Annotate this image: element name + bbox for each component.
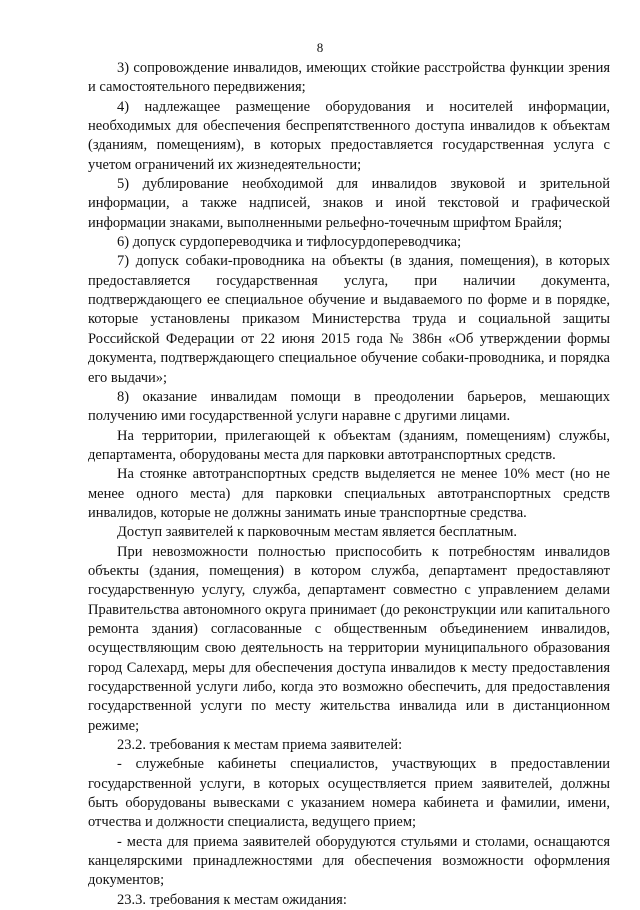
paragraph-parking-free: Доступ заявителей к парковочным местам является бесплатным. [117, 524, 518, 541]
paragraph-accessibility-measures: При невозможности полностью приспособить к потребностям инвалидов объекты (здания, помещения) в котором служба, департамент предоставляют государственную услугу, служба, департамент совместно с управлением делами Правительства автономного округа принимает (до реконструкции или капитального ремонта здания) согласованные с общественным объединением инвалидов, осуществляющим свою деятельность на территории муниципального образования город Салехард, меры для обеспечения доступа инвалидов к месту предоставления государственной услуги либо, когда это возможно обеспечить, для предоставления государственной услуги по месту жительства инвалида или в дистанционном режиме; [88, 543, 610, 734]
paragraph-item-8: 8) оказание инвалидам помощи в преодолении барьеров, мешающих получению ими государственной услуги наравне с другими лицами. [88, 388, 610, 425]
paragraph-item-7: 7) допуск собаки-проводника на объекты (в здания, помещения), в которых предоставляется государственная услуга, при наличии документа, подтверждающего ее специальное обучение и выдаваемого по форме и в порядке, которые установлены приказом Министерства труда и социальной защиты Российской Федерации от 22 июня 2015 года № 386н «Об утверждении формы документа, подтверждающего специальное обучение собаки-проводника, и порядка его выдачи»; [88, 253, 610, 386]
paragraph-parking-quota: На стоянке автотранспортных средств выделяется не менее 10% мест (но не менее одного места) для парковки специальных автотранспортных средств инвалидов, которые не должны занимать иные транспортные средства. [88, 466, 610, 521]
list-item-office-signs: - служебные кабинеты специалистов, участвующих в предоставлении государственной услуги, в которых осуществляется прием заявителей, должны быть оборудованы вывесками с указанием номера кабинета и фамилии, имени, отчества и должности специалиста, ведущего прием; [88, 756, 610, 831]
list-item-reception-furniture: - места для приема заявителей оборудуются стульями и столами, оснащаются канцелярскими принадлежностями для обеспечения возможности оформления документов; [88, 833, 610, 889]
document-body [88, 59, 610, 910]
paragraph-item-3: 3) сопровождение инвалидов, имеющих стойкие расстройства функции зрения и самостоятельного передвижения; [88, 60, 610, 96]
paragraph-item-6: 6) допуск сурдопереводчика и тифлосурдопереводчика; [117, 234, 462, 251]
paragraph-parking-territory: На территории, прилегающей к объектам (зданиям, помещениям) службы, департамента, оборудованы места для парковки автотранспортных средств. [88, 427, 610, 463]
paragraph-item-4: 4) надлежащее размещение оборудования и носителей информации, необходимых для обеспечения беспрепятственного доступа инвалидов к объектам (зданиям, помещениям), в которых предоставляется государственная услуга с учетом ограничений их жизнедеятельности; [88, 98, 610, 173]
page-number: 8 [316, 40, 324, 55]
section-heading-23-2: 23.2. требования к местам приема заявителей: [117, 737, 403, 754]
paragraph-item-5: 5) дублирование необходимой для инвалидов звуковой и зрительной информации, а также надписей, знаков и иной текстовой и графической информации знаками, выполненными рельефно-точечным шрифтом Брайля; [88, 176, 610, 231]
section-heading-23-3: 23.3. требования к местам ожидания: [117, 891, 347, 908]
